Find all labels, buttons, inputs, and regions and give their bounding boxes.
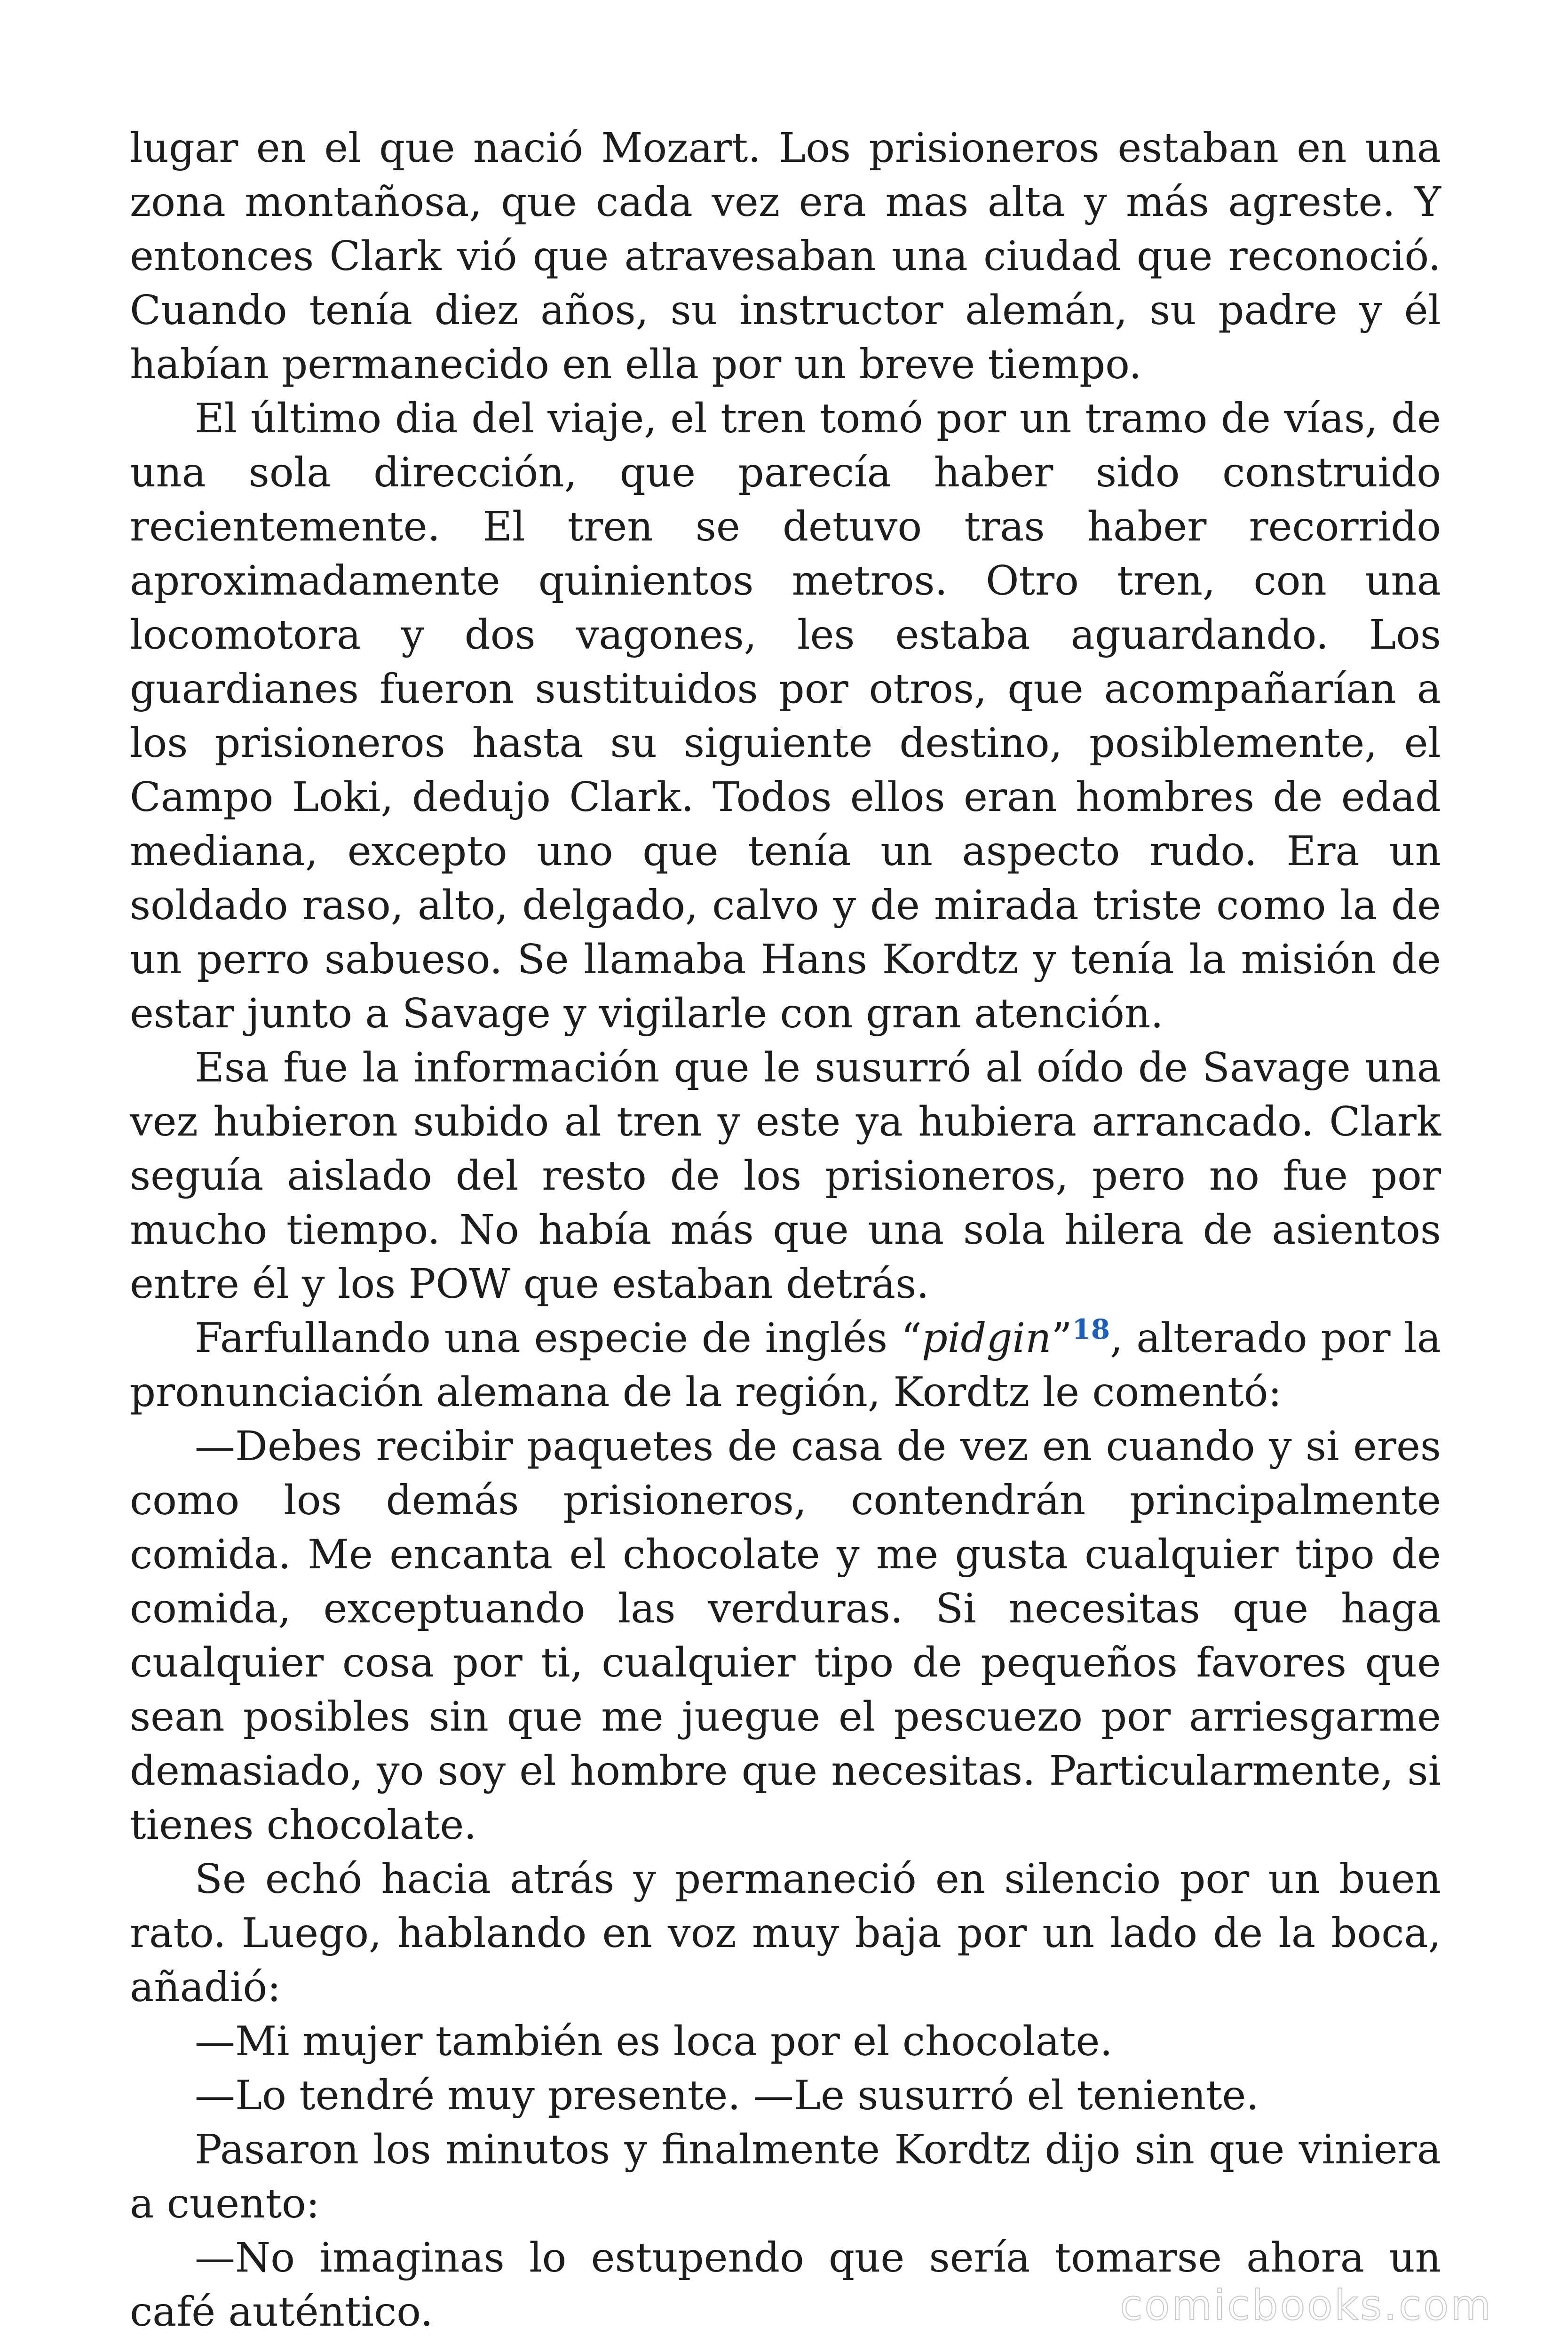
paragraph-2: El último dia del viaje, el tren tomó por un tramo de vías, de una sola dirección, que parecía haber sido construido recientemente. El tren se detuvo tras haber recorrido aproximadamente quinientos metros. Otro tren, con una locomotora y dos vagones, les estaba aguardando. Los guardianes fueron sustituidos por otros, que acompañarían a los prisioneros hasta su siguiente destino, posiblemente, el Campo Loki, dedujo Clark. Todos ellos eran hombres de edad mediana, excepto uno que tenía un aspecto rudo. Era un soldado raso, alto, delgado, calvo y de mirada triste como la de un perro sabueso. Se llamaba Hans Kordtz y tenía la misión de estar junto a Savage y vigilarle con gran atención. [130,395,1441,1037]
closing-quote: ” [1051,1315,1072,1362]
paragraph-6: Se echó hacia atrás y permaneció en silencio por un buen rato. Luego, hablando en voz muy baja por un lado de la boca, añadió: [130,1856,1441,2011]
paragraph-7: —Mi mujer también es loca por el chocolate. [195,2018,1113,2065]
paragraph-4-rest: , alterado por la pronunciación alemana de la región, Kordtz le comentó: [130,1315,1441,1416]
paragraph-4 [130,1311,1441,1420]
paragraph-4-lead: Farfullando una especie de inglés “ [195,1315,922,1362]
paragraph-9: Pasaron los minutos y finalmente Kordtz dijo sin que viniera a cuento: [130,2126,1441,2227]
italic-term: pidgin [921,1315,1052,1362]
paragraph-10: —No imaginas lo estupendo que sería tomarse ahora un café auténtico. [130,2234,1441,2336]
paragraph-1: lugar en el que nació Mozart. Los prisioneros estaban en una zona montañosa, que cada vez era mas alta y más agreste. Y entonces Clark vió que atravesaban una ciudad que reconoció. Cuando tenía diez años, su instructor alemán, su padre y él habían permanecido en ella por un breve tiempo. [130,125,1441,388]
paragraph-5: —Debes recibir paquetes de casa de vez en cuando y si eres como los demás prisioneros, contendrán principalmente comida. Me encanta el chocolate y me gusta cualquier tipo de comida, exceptuando las verduras. Si necesitas que haga cualquier cosa por ti, cualquier tipo de pequeños favores que sean posibles sin que me juegue el pescuezo por arriesgarme demasiado, yo soy el hombre que necesitas. Particularmente, si tienes chocolate. [130,1423,1441,1849]
footnote-link[interactable]: 18 [1072,1313,1110,1345]
watermark-logo: comicbooks.com [1119,2281,1493,2329]
paragraph-3: Esa fue la información que le susurró al oído de Savage una vez hubieron subido al tren y este ya hubiera arrancado. Clark seguía aislado del resto de los prisioneros, pero no fue por mucho tiempo. No había más que una sola hilera de asientos entre él y los POW que estaban detrás. [130,1044,1441,1308]
document-body [130,121,1441,2339]
paragraph-8: —Lo tendré muy presente. —Le susurró el teniente. [195,2072,1259,2119]
